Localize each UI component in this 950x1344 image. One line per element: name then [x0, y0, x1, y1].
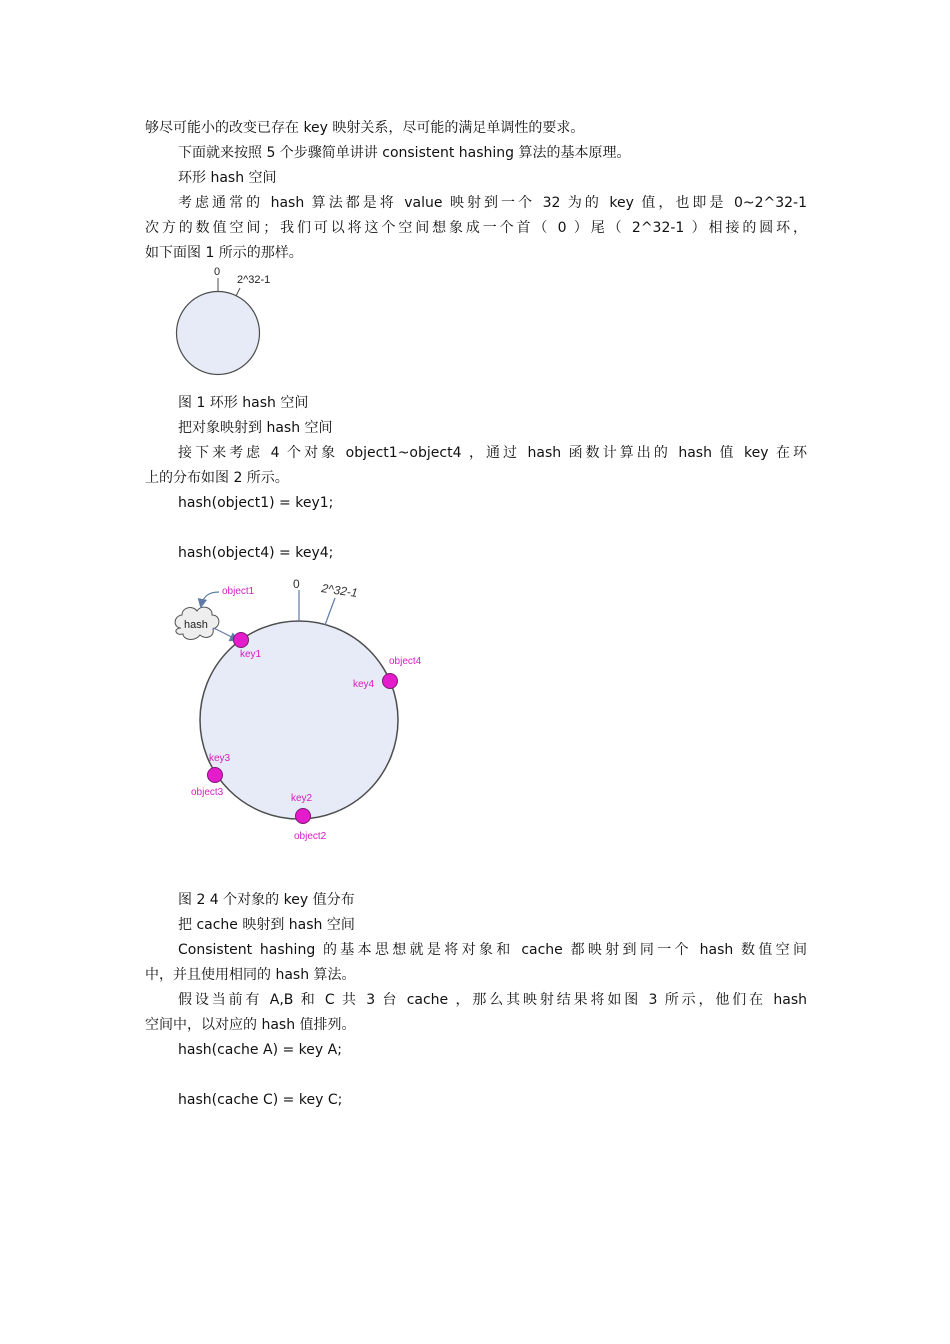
paragraph-line: 接下来考虑 4 个对象 object1~object4 ，通过 hash 函数计算出的 hash 值 key 在环	[178, 445, 807, 461]
key4-dot	[383, 674, 398, 689]
paragraph-line: 够尽可能小的改变已存在 key 映射关系，尽可能的满足单调性的要求。	[145, 120, 585, 136]
paragraph-line: 上的分布如图 2 所示。	[145, 470, 289, 486]
paragraph-line: 次方的数值空间；我们可以将这个空间想象成一个首（ 0 ）尾（ 2^32-1 ）相接的圆环，	[145, 220, 807, 236]
paragraph-line: 空间中，以对应的 hash 值排列。	[145, 1017, 356, 1033]
hash-cloud-icon	[175, 607, 219, 639]
hash-label: hash	[184, 619, 208, 631]
key4-label: key4	[353, 679, 375, 690]
code-line: hash(cache C) = key C;	[178, 1092, 343, 1108]
ring-zero-label: 0	[214, 266, 221, 278]
key3-dot	[208, 768, 223, 783]
key3-label: key3	[209, 753, 231, 764]
code-line: hash(object1) = key1;	[178, 495, 334, 511]
figure-caption: 图 2 4 个对象的 key 值分布	[178, 892, 355, 908]
paragraph-line: 中，并且使用相同的 hash 算法。	[145, 967, 356, 983]
code-line: hash(cache A) = key A;	[178, 1042, 342, 1058]
key1-dot	[234, 633, 249, 648]
paragraph-line: 下面就来按照 5 个步骤简单讲讲 consistent hashing 算法的基本原理。	[178, 145, 631, 161]
object2-label: object2	[294, 831, 327, 842]
ring-zero-label: 0	[293, 577, 300, 591]
section-heading: 环形 hash 空间	[178, 170, 277, 186]
paragraph-line: 考虑通常的 hash 算法都是将 value 映射到一个 32 为的 key 值，也即是 0~2^32-1	[178, 195, 807, 211]
ring-max-label: 2^32-1	[237, 274, 271, 286]
paragraph-line: 假设当前有 A,B 和 C 共 3 台 cache ，那么其映射结果将如图 3 所示，他们在 hash	[178, 992, 807, 1008]
object1-label: object1	[222, 586, 255, 597]
figure-caption: 图 1 环形 hash 空间	[178, 395, 309, 411]
paragraph-line: 如下面图 1 所示的那样。	[145, 245, 303, 261]
paragraph-line: Consistent hashing 的基本思想就是将对象和 cache 都映射到同一个 hash 数值空间	[178, 942, 807, 958]
code-line: hash(object4) = key4;	[178, 545, 334, 561]
section-heading: 把 cache 映射到 hash 空间	[178, 917, 355, 933]
key1-label: key1	[240, 649, 262, 660]
hash-ring	[200, 621, 398, 819]
key2-dot	[296, 809, 311, 824]
key2-label: key2	[291, 793, 313, 804]
section-heading: 把对象映射到 hash 空间	[178, 420, 333, 436]
object4-label: object4	[389, 656, 422, 667]
ring-max-label: 2^32-1	[320, 581, 359, 601]
figure-1-hash-ring	[170, 262, 290, 382]
figure-2-key-distribution	[165, 570, 450, 855]
object3-label: object3	[191, 787, 224, 798]
